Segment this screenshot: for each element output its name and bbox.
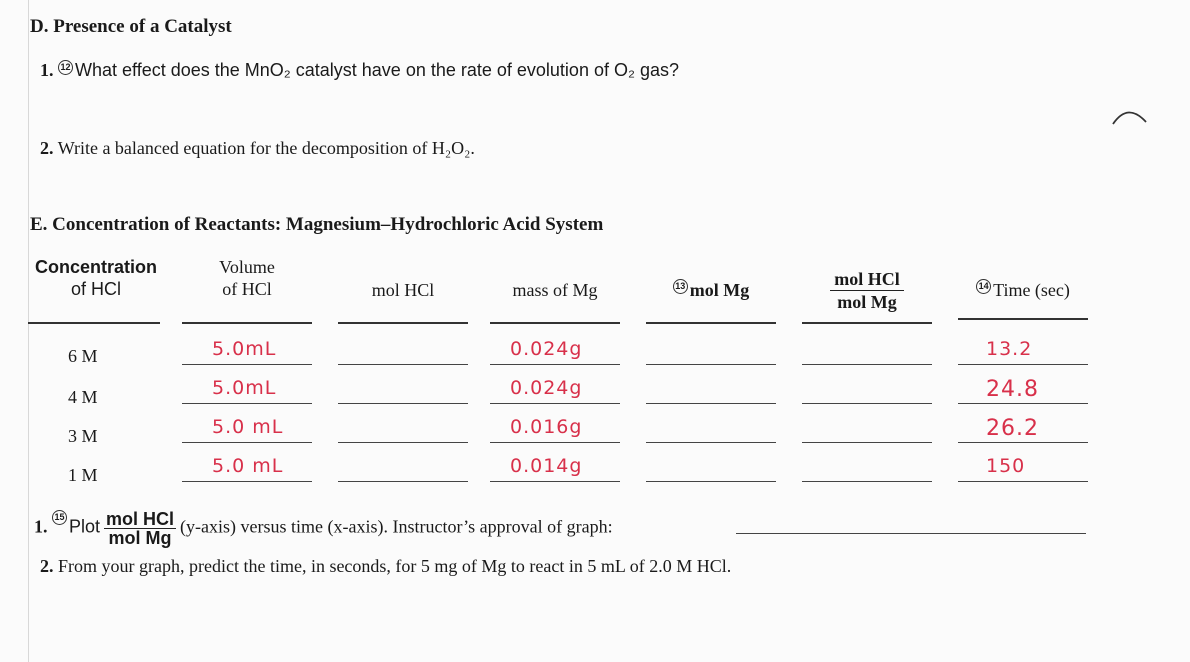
point-badge-icon: 14 bbox=[976, 279, 991, 294]
question-number: 2. bbox=[40, 556, 54, 576]
answer-line bbox=[182, 442, 312, 443]
answer-line bbox=[338, 364, 468, 365]
handwritten-volume: 5.0 mL bbox=[212, 455, 284, 477]
header-mass-mg: mass of Mg bbox=[512, 280, 598, 300]
header-mol-hcl: mol HCl bbox=[371, 280, 435, 300]
plot-rest-text: (y-axis) versus time (x-axis). Instructor’s approval of graph: bbox=[180, 516, 613, 537]
answer-line bbox=[490, 481, 620, 482]
plot-instruction bbox=[34, 510, 613, 547]
approval-line bbox=[736, 533, 1086, 534]
question-text: From your graph, predict the time, in seconds, for 5 mg of Mg to react in 5 mL of 2.0 M HCl. bbox=[58, 556, 732, 576]
header-ratio: mol HCl mol Mg bbox=[802, 268, 932, 313]
row-concentration: 6 M bbox=[68, 346, 98, 366]
handwritten-mass: 0.014g bbox=[510, 455, 583, 477]
header-time: 14 Time (sec) bbox=[958, 279, 1088, 301]
handwritten-time: 150 bbox=[986, 455, 1026, 477]
answer-line bbox=[646, 481, 776, 482]
answer-line bbox=[490, 364, 620, 365]
handwritten-time: 24.8 bbox=[986, 377, 1039, 402]
handwritten-time: 13.2 bbox=[986, 338, 1033, 360]
answer-line bbox=[182, 481, 312, 482]
point-badge-icon: 12 bbox=[58, 60, 73, 75]
answer-line bbox=[802, 481, 932, 482]
answer-line bbox=[490, 403, 620, 404]
header-rule bbox=[490, 322, 620, 324]
header-concentration: Concentration of HCl bbox=[34, 257, 157, 299]
question-number: 2. bbox=[40, 138, 54, 158]
plot-word: Plot bbox=[69, 516, 101, 537]
question-text: Write a balanced equation for the decomposition of H₂O₂. bbox=[57, 138, 475, 158]
question-d2 bbox=[40, 138, 475, 159]
answer-line bbox=[958, 364, 1088, 365]
plot-fraction: $\frac{\text{mol HCl}}{\text{mol Mg}}$ bbox=[106, 509, 175, 548]
header-volume: Volume of HCl bbox=[219, 257, 275, 299]
header-rule bbox=[28, 322, 160, 324]
handwritten-time: 26.2 bbox=[986, 416, 1039, 441]
question-e2 bbox=[40, 556, 731, 577]
handwritten-mass: 0.024g bbox=[510, 377, 583, 399]
answer-line bbox=[958, 403, 1088, 404]
header-rule bbox=[338, 322, 468, 324]
header-rule bbox=[958, 318, 1088, 320]
answer-line bbox=[338, 403, 468, 404]
row-concentration: 4 M bbox=[68, 387, 98, 407]
section-e-title: E. Concentration of Reactants: Magnesium–Hydrochloric Acid System bbox=[30, 214, 604, 235]
answer-line bbox=[338, 442, 468, 443]
handwritten-mass: 0.016g bbox=[510, 416, 583, 438]
answer-line bbox=[338, 481, 468, 482]
question-number: 1. bbox=[40, 60, 54, 80]
handwritten-volume: 5.0mL bbox=[212, 377, 277, 399]
handwritten-mass: 0.024g bbox=[510, 338, 583, 360]
question-number: 1. bbox=[34, 516, 48, 537]
answer-line bbox=[958, 442, 1088, 443]
answer-line bbox=[802, 364, 932, 365]
point-badge-icon: 13 bbox=[673, 279, 688, 294]
page-margin-line bbox=[28, 0, 29, 662]
point-badge-icon: 15 bbox=[52, 510, 67, 525]
answer-line bbox=[958, 481, 1088, 482]
header-rule bbox=[182, 322, 312, 324]
row-concentration: 3 M bbox=[68, 426, 98, 446]
question-text: What effect does the MnO₂ catalyst have on the rate of evolution of O₂ gas? bbox=[75, 60, 679, 80]
handwritten-volume: 5.0 mL bbox=[212, 416, 284, 438]
answer-line bbox=[802, 403, 932, 404]
header-rule bbox=[646, 322, 776, 324]
answer-line bbox=[646, 403, 776, 404]
header-mol-mg: 13 mol Mg bbox=[646, 279, 776, 301]
answer-line bbox=[490, 442, 620, 443]
section-d-title: D. Presence of a Catalyst bbox=[30, 16, 232, 37]
handwritten-volume: 5.0mL bbox=[212, 338, 277, 360]
answer-line bbox=[646, 364, 776, 365]
answer-line bbox=[182, 403, 312, 404]
answer-line bbox=[646, 442, 776, 443]
header-rule bbox=[802, 322, 932, 324]
answer-line bbox=[802, 442, 932, 443]
pen-arc-mark bbox=[1110, 104, 1150, 128]
row-concentration: 1 M bbox=[68, 465, 98, 485]
question-d1 bbox=[40, 60, 679, 81]
answer-line bbox=[182, 364, 312, 365]
